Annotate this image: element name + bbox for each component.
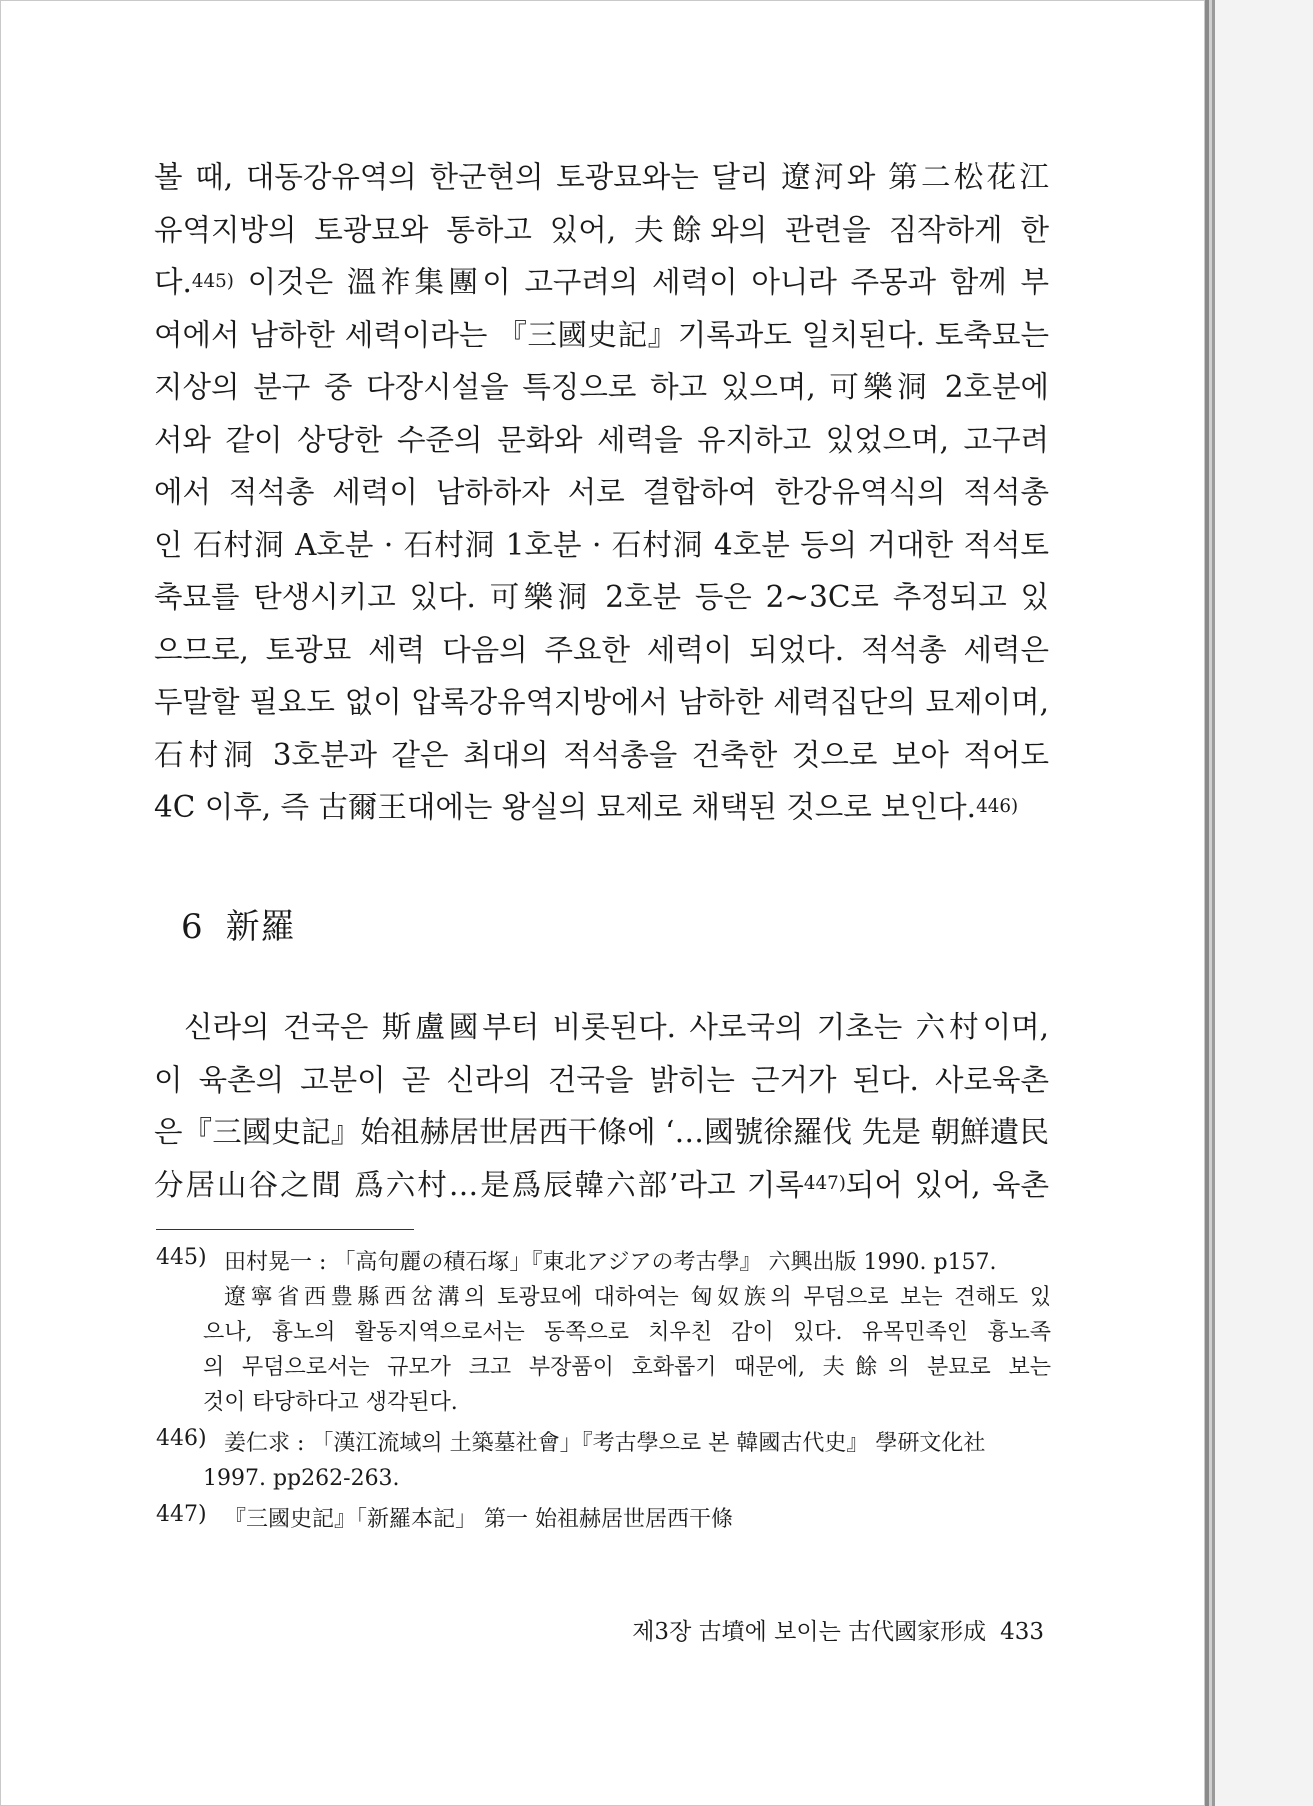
text-line: 두말할 필요도 없이 압록강유역지방에서 남하한 세력집단의 묘제이며, [154,685,1049,719]
running-title: 제3장 古墳에 보이는 古代國家形成 [632,1619,987,1645]
text-line: 石村洞 3호분과 같은 최대의 적석총을 건축한 것으로 보아 적어도 [154,737,1049,772]
text-line [154,256,1049,309]
text-line: 축묘를 탄생시키고 있다. 可樂洞 2호분 등은 2∼3C로 추정되고 있 [154,580,1049,614]
text-line: 유역지방의 토광묘와 통하고 있어, 夫餘와의 관련을 짐작하게 한 [154,212,1049,247]
footnote-line: 遼寧省西豊縣西岔溝의 토광묘에 대하여는 匈奴族의 무덤으로 보는 견해도 있 [224,1285,1051,1310]
text-line: 인 石村洞 A호분 · 石村洞 1호분 · 石村洞 4호분 등의 거대한 적석토 [154,527,1049,562]
page-number: 433 [1000,1619,1044,1645]
footnote-mark: 445) [156,1245,207,1270]
text-line: 신라의 건국은 斯盧國부터 비롯된다. 사로국의 기초는 六村이며, [184,1010,1049,1044]
footnote-line: 으나, 흉노의 활동지역으로서는 동쪽으로 치우친 감이 있다. 유목민족인 흉노족 [203,1320,1051,1345]
text-line: 여에서 남하한 세력이라는 『三國史記』기록과도 일치된다. 토축묘는 [154,317,1049,352]
text-line: 이 육촌의 고분이 곧 신라의 건국을 밝히는 근거가 된다. 사로육촌 [154,1062,1049,1097]
section-number: 6 [181,907,204,947]
text-line: 으므로, 토광묘 세력 다음의 주요한 세력이 되었다. 적석총 세력은 [154,632,1049,667]
text-fragment: 다. [154,265,192,299]
footnote-447 [156,1502,1051,1537]
text-line: 지상의 분구 중 다장시설을 특징으로 하고 있으며, 可樂洞 2호분에 [154,370,1049,404]
footnote-divider [156,1229,414,1230]
paragraph-2 [154,1001,1049,1211]
text-line: 에서 적석총 세력이 남하하자 서로 결합하여 한강유역식의 적석총 [154,475,1049,509]
text-line [154,1159,1049,1212]
section-title: 新羅 [225,907,296,947]
footnote-445 [156,1245,1051,1420]
footnote-mark: 446) [156,1426,207,1451]
section-heading [181,899,296,948]
page-footer [632,1613,1044,1646]
footnote-line: 『三國史記』「新羅本記」 第一 始祖赫居世居西干條 [224,1507,733,1532]
footnote-ref-446[interactable]: 446) [976,795,1019,817]
footnote-line: 의 무덤으로서는 규모가 크고 부장품이 호화롭기 때문에, 夫餘의 분묘로 보는 [203,1355,1051,1380]
text-line [154,781,1049,834]
footnote-line: 것이 타당하다고 생각된다. [203,1390,458,1415]
footnote-line: 姜仁求 : 「漢江流域의 土築墓社會」『考古學으로 본 韓國古代史』 學硏文化社 [224,1431,986,1456]
footnotes [156,1245,1051,1537]
footnote-line: 田村晃一 : 「高句麗の積石塚」『東北アジアの考古學』 六興出版 1990. p157. [224,1250,997,1275]
text-line: 서와 같이 상당한 수준의 문화와 세력을 유지하고 있었으며, 고구려 [154,422,1049,457]
footnote-line: 1997. pp262-263. [203,1466,400,1491]
text-fragment: 이것은 溫祚集團이 고구려의 세력이 아니라 주몽과 함께 부 [247,265,1049,299]
footnote-ref-447[interactable]: 447) [803,1173,846,1195]
paragraph-1 [154,151,1049,834]
text-line: 은『三國史記』始祖赫居世居西干條에 ‘…國號徐羅伐 先是 朝鮮遺民 [154,1115,1049,1149]
footnote-mark: 447) [156,1502,207,1527]
footnote-446 [156,1426,1051,1496]
text-fragment: 分居山谷之間 爲六村…是爲辰韓六部’라고 기록 [154,1167,804,1202]
text-fragment: 4C 이후, 즉 古爾王대에는 왕실의 묘제로 채택된 것으로 보인다. [154,790,977,824]
text-fragment: 되어 있어, 육촌 [845,1167,1049,1202]
footnote-ref-445[interactable]: 445) [191,270,234,292]
text-line: 볼 때, 대동강유역의 한군현의 토광묘와는 달리 遼河와 第二松花江 [154,160,1049,194]
